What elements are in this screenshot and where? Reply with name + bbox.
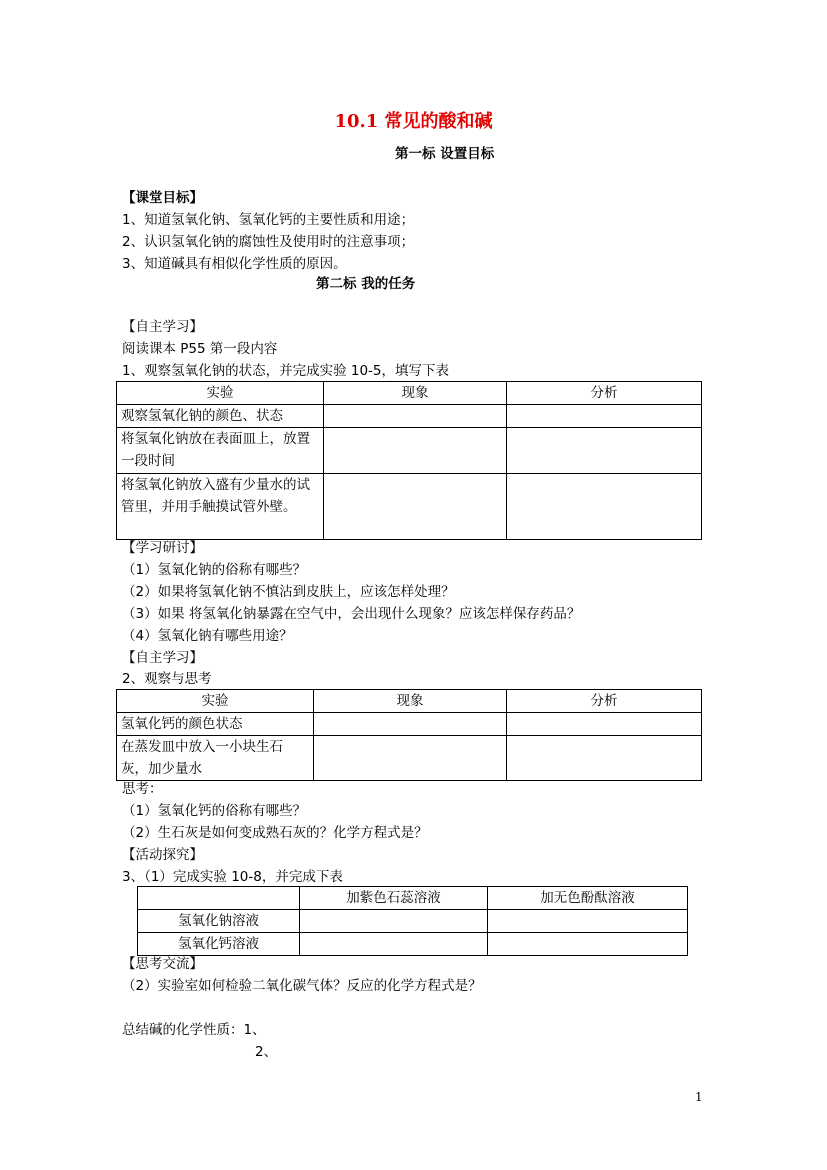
exchange-heading: 【思考交流】 xyxy=(122,956,203,972)
goal-item: 3、知道碱具有相似化学性质的原因。 xyxy=(122,256,347,272)
table-header: 加紫色石蕊溶液 xyxy=(300,887,488,910)
think-question: （1）氢氧化钙的俗称有哪些？ xyxy=(122,803,307,819)
table-cell: 将氢氧化钠放入盛有少量水的试管里，并用手触摸试管外壁。 xyxy=(117,474,324,540)
table-cell-empty xyxy=(314,713,507,736)
table-cell-empty xyxy=(314,736,507,781)
table-cell: 将氢氧化钠放在表面皿上，放置一段时间 xyxy=(117,428,324,474)
table-header: 实验 xyxy=(117,382,324,405)
explore-heading: 【活动探究】 xyxy=(122,847,203,863)
task-2-text: 2、观察与思考 xyxy=(122,671,212,687)
study-heading: 【学习研讨】 xyxy=(122,540,203,556)
table-cell-empty xyxy=(324,428,507,474)
study-question: （3）如果 将氢氧化钠暴露在空气中，会出现什么现象？应该怎样保存药品？ xyxy=(122,606,581,622)
table-header: 加无色酚酞溶液 xyxy=(488,887,688,910)
table-cell-empty xyxy=(488,933,688,956)
table-cell-empty xyxy=(507,428,702,474)
table-cell-empty xyxy=(507,405,702,428)
summary-item: 2、 xyxy=(255,1044,278,1060)
summary-label: 总结碱的化学性质：1、 xyxy=(122,1022,266,1038)
table-header: 分析 xyxy=(507,382,702,405)
section-heading-1: 第一标 设置目标 xyxy=(395,146,495,162)
goal-item: 1、知道氢氧化钠、氢氧化钙的主要性质和用途； xyxy=(122,212,415,228)
reading-instruction: 阅读课本 P55 第一段内容 xyxy=(122,341,278,357)
table-cell-empty xyxy=(507,736,702,781)
goal-heading: 【课堂目标】 xyxy=(122,190,203,206)
goal-item: 2、认识氢氧化钠的腐蚀性及使用时的注意事项； xyxy=(122,234,415,250)
table-header: 现象 xyxy=(324,382,507,405)
table-sodium-hydroxide xyxy=(116,381,702,540)
table-calcium-hydroxide xyxy=(116,689,702,781)
table-cell-empty xyxy=(324,405,507,428)
table-header: 分析 xyxy=(507,690,702,713)
table-header: 现象 xyxy=(314,690,507,713)
table-cell: 观察氢氧化钠的颜色、状态 xyxy=(117,405,324,428)
think-label: 思考： xyxy=(122,781,163,797)
exchange-question: （2）实验室如何检验二氧化碳气体？反应的化学方程式是？ xyxy=(122,978,482,994)
table-cell-empty xyxy=(324,474,507,540)
task-1-text: 1、观察氢氧化钠的状态，并完成实验 10-5，填写下表 xyxy=(122,363,450,379)
table-cell-empty xyxy=(300,910,488,933)
section-heading-2: 第二标 我的任务 xyxy=(316,276,416,292)
table-cell-empty xyxy=(300,933,488,956)
table-cell: 氢氧化钠溶液 xyxy=(138,910,300,933)
table-cell: 氢氧化钙的颜色状态 xyxy=(117,713,314,736)
table-cell-empty xyxy=(507,713,702,736)
study-question: （1）氢氧化钠的俗称有哪些？ xyxy=(122,562,307,578)
study-question: （2）如果将氢氧化钠不慎沾到皮肤上，应该怎样处理？ xyxy=(122,584,455,600)
study-question: （4）氢氧化钠有哪些用途？ xyxy=(122,628,293,644)
page-number: 1 xyxy=(695,1090,703,1104)
think-question: （2）生石灰是如何变成熟石灰的？化学方程式是？ xyxy=(122,825,428,841)
table-cell: 在蒸发皿中放入一小块生石灰，加少量水 xyxy=(117,736,314,781)
table-indicator xyxy=(137,886,688,956)
self-study-heading: 【自主学习】 xyxy=(122,319,203,335)
self-study-heading: 【自主学习】 xyxy=(122,650,203,666)
table-header: 实验 xyxy=(117,690,314,713)
table-cell-empty xyxy=(488,910,688,933)
table-cell: 氢氧化钙溶液 xyxy=(138,933,300,956)
table-cell-empty xyxy=(507,474,702,540)
table-header xyxy=(138,887,300,910)
page-title: 10.1 常见的酸和碱 xyxy=(334,111,493,132)
task-3-text: 3、（1）完成实验 10-8，并完成下表 xyxy=(122,869,343,885)
